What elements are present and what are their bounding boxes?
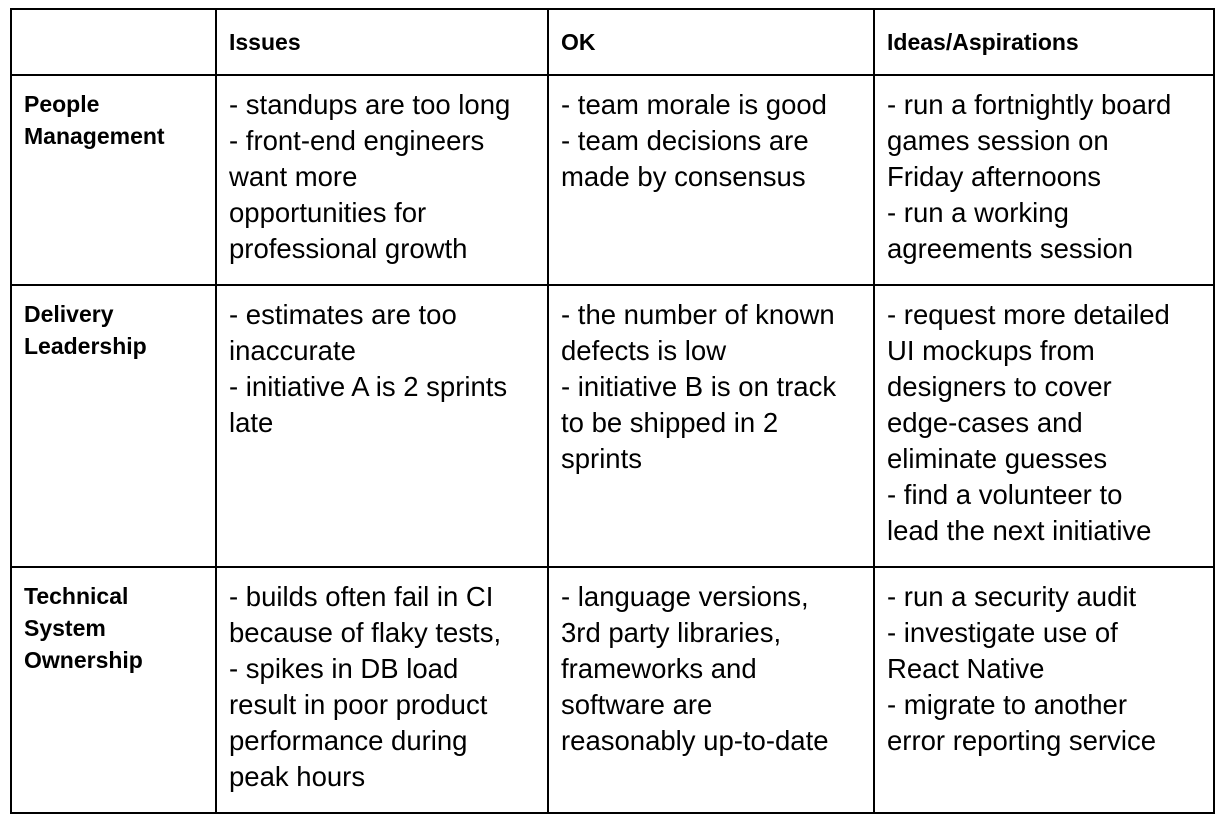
- cell-line: - run a security audit: [887, 581, 1137, 612]
- cell-line: eliminate guesses: [887, 443, 1108, 474]
- cell-line: result in poor product: [229, 689, 488, 720]
- row-label-people-management: [11, 75, 216, 285]
- cell-line: inaccurate: [229, 335, 356, 366]
- cell-line: - migrate to another: [887, 689, 1127, 720]
- cell-line: designers to cover: [887, 371, 1112, 402]
- cell-line: UI mockups from: [887, 335, 1095, 366]
- cell-line: performance during: [229, 725, 468, 756]
- cell-ideas: [874, 567, 1214, 813]
- table-row: [11, 285, 1214, 567]
- row-label-line: People: [24, 91, 100, 117]
- row-label-line: Management: [24, 123, 165, 149]
- cell-line: - initiative B is on track: [561, 371, 837, 402]
- cell-line: lead the next initiative: [887, 515, 1152, 546]
- cell-line: defects is low: [561, 335, 727, 366]
- table-row: [11, 567, 1214, 813]
- header-issues: Issues: [216, 9, 548, 75]
- row-label-line: Ownership: [24, 647, 143, 673]
- cell-line: agreements session: [887, 233, 1134, 264]
- row-label-line: System: [24, 615, 106, 641]
- cell-line: 3rd party libraries,: [561, 617, 782, 648]
- cell-line: software are: [561, 689, 713, 720]
- header-row: [11, 9, 1214, 75]
- cell-line: want more: [229, 161, 358, 192]
- cell-line: - spikes in DB load: [229, 653, 459, 684]
- cell-line: - run a working: [887, 197, 1069, 228]
- row-label-line: Leadership: [24, 333, 147, 359]
- cell-line: - language versions,: [561, 581, 809, 612]
- cell-line: - team morale is good: [561, 89, 827, 120]
- cell-line: Friday afternoons: [887, 161, 1101, 192]
- row-label-line: Delivery: [24, 301, 114, 327]
- cell-line: peak hours: [229, 761, 366, 792]
- cell-line: - run a fortnightly board: [887, 89, 1172, 120]
- cell-line: - request more detailed: [887, 299, 1170, 330]
- cell-line: edge-cases and: [887, 407, 1083, 438]
- cell-line: - the number of known: [561, 299, 835, 330]
- cell-line: professional growth: [229, 233, 468, 264]
- table-row: [11, 75, 1214, 285]
- cell-line: games session on: [887, 125, 1109, 156]
- cell-ideas: [874, 75, 1214, 285]
- cell-issues: [216, 567, 548, 813]
- cell-line: to be shipped in 2: [561, 407, 779, 438]
- cell-line: - investigate use of: [887, 617, 1118, 648]
- cell-line: - find a volunteer to: [887, 479, 1123, 510]
- retrospective-table: [10, 8, 1215, 814]
- row-label-technical-system-ownership: [11, 567, 216, 813]
- row-label-delivery-leadership: [11, 285, 216, 567]
- cell-ideas: [874, 285, 1214, 567]
- header-empty: [11, 9, 216, 75]
- cell-line: error reporting service: [887, 725, 1156, 756]
- cell-ok: [548, 75, 874, 285]
- cell-line: React Native: [887, 653, 1045, 684]
- cell-line: made by consensus: [561, 161, 806, 192]
- cell-line: frameworks and: [561, 653, 757, 684]
- cell-ok: [548, 567, 874, 813]
- cell-line: reasonably up-to-date: [561, 725, 829, 756]
- cell-issues: [216, 285, 548, 567]
- cell-line: sprints: [561, 443, 642, 474]
- cell-line: - team decisions are: [561, 125, 809, 156]
- cell-ok: [548, 285, 874, 567]
- cell-line: - initiative A is 2 sprints: [229, 371, 508, 402]
- cell-line: - front-end engineers: [229, 125, 485, 156]
- cell-line: - builds often fail in CI: [229, 581, 494, 612]
- header-ideas: Ideas/Aspirations: [874, 9, 1214, 75]
- row-label-line: Technical: [24, 583, 129, 609]
- cell-issues: [216, 75, 548, 285]
- cell-line: opportunities for: [229, 197, 427, 228]
- header-ok: OK: [548, 9, 874, 75]
- cell-line: late: [229, 407, 274, 438]
- cell-line: - estimates are too: [229, 299, 457, 330]
- cell-line: because of flaky tests,: [229, 617, 502, 648]
- cell-line: - standups are too long: [229, 89, 511, 120]
